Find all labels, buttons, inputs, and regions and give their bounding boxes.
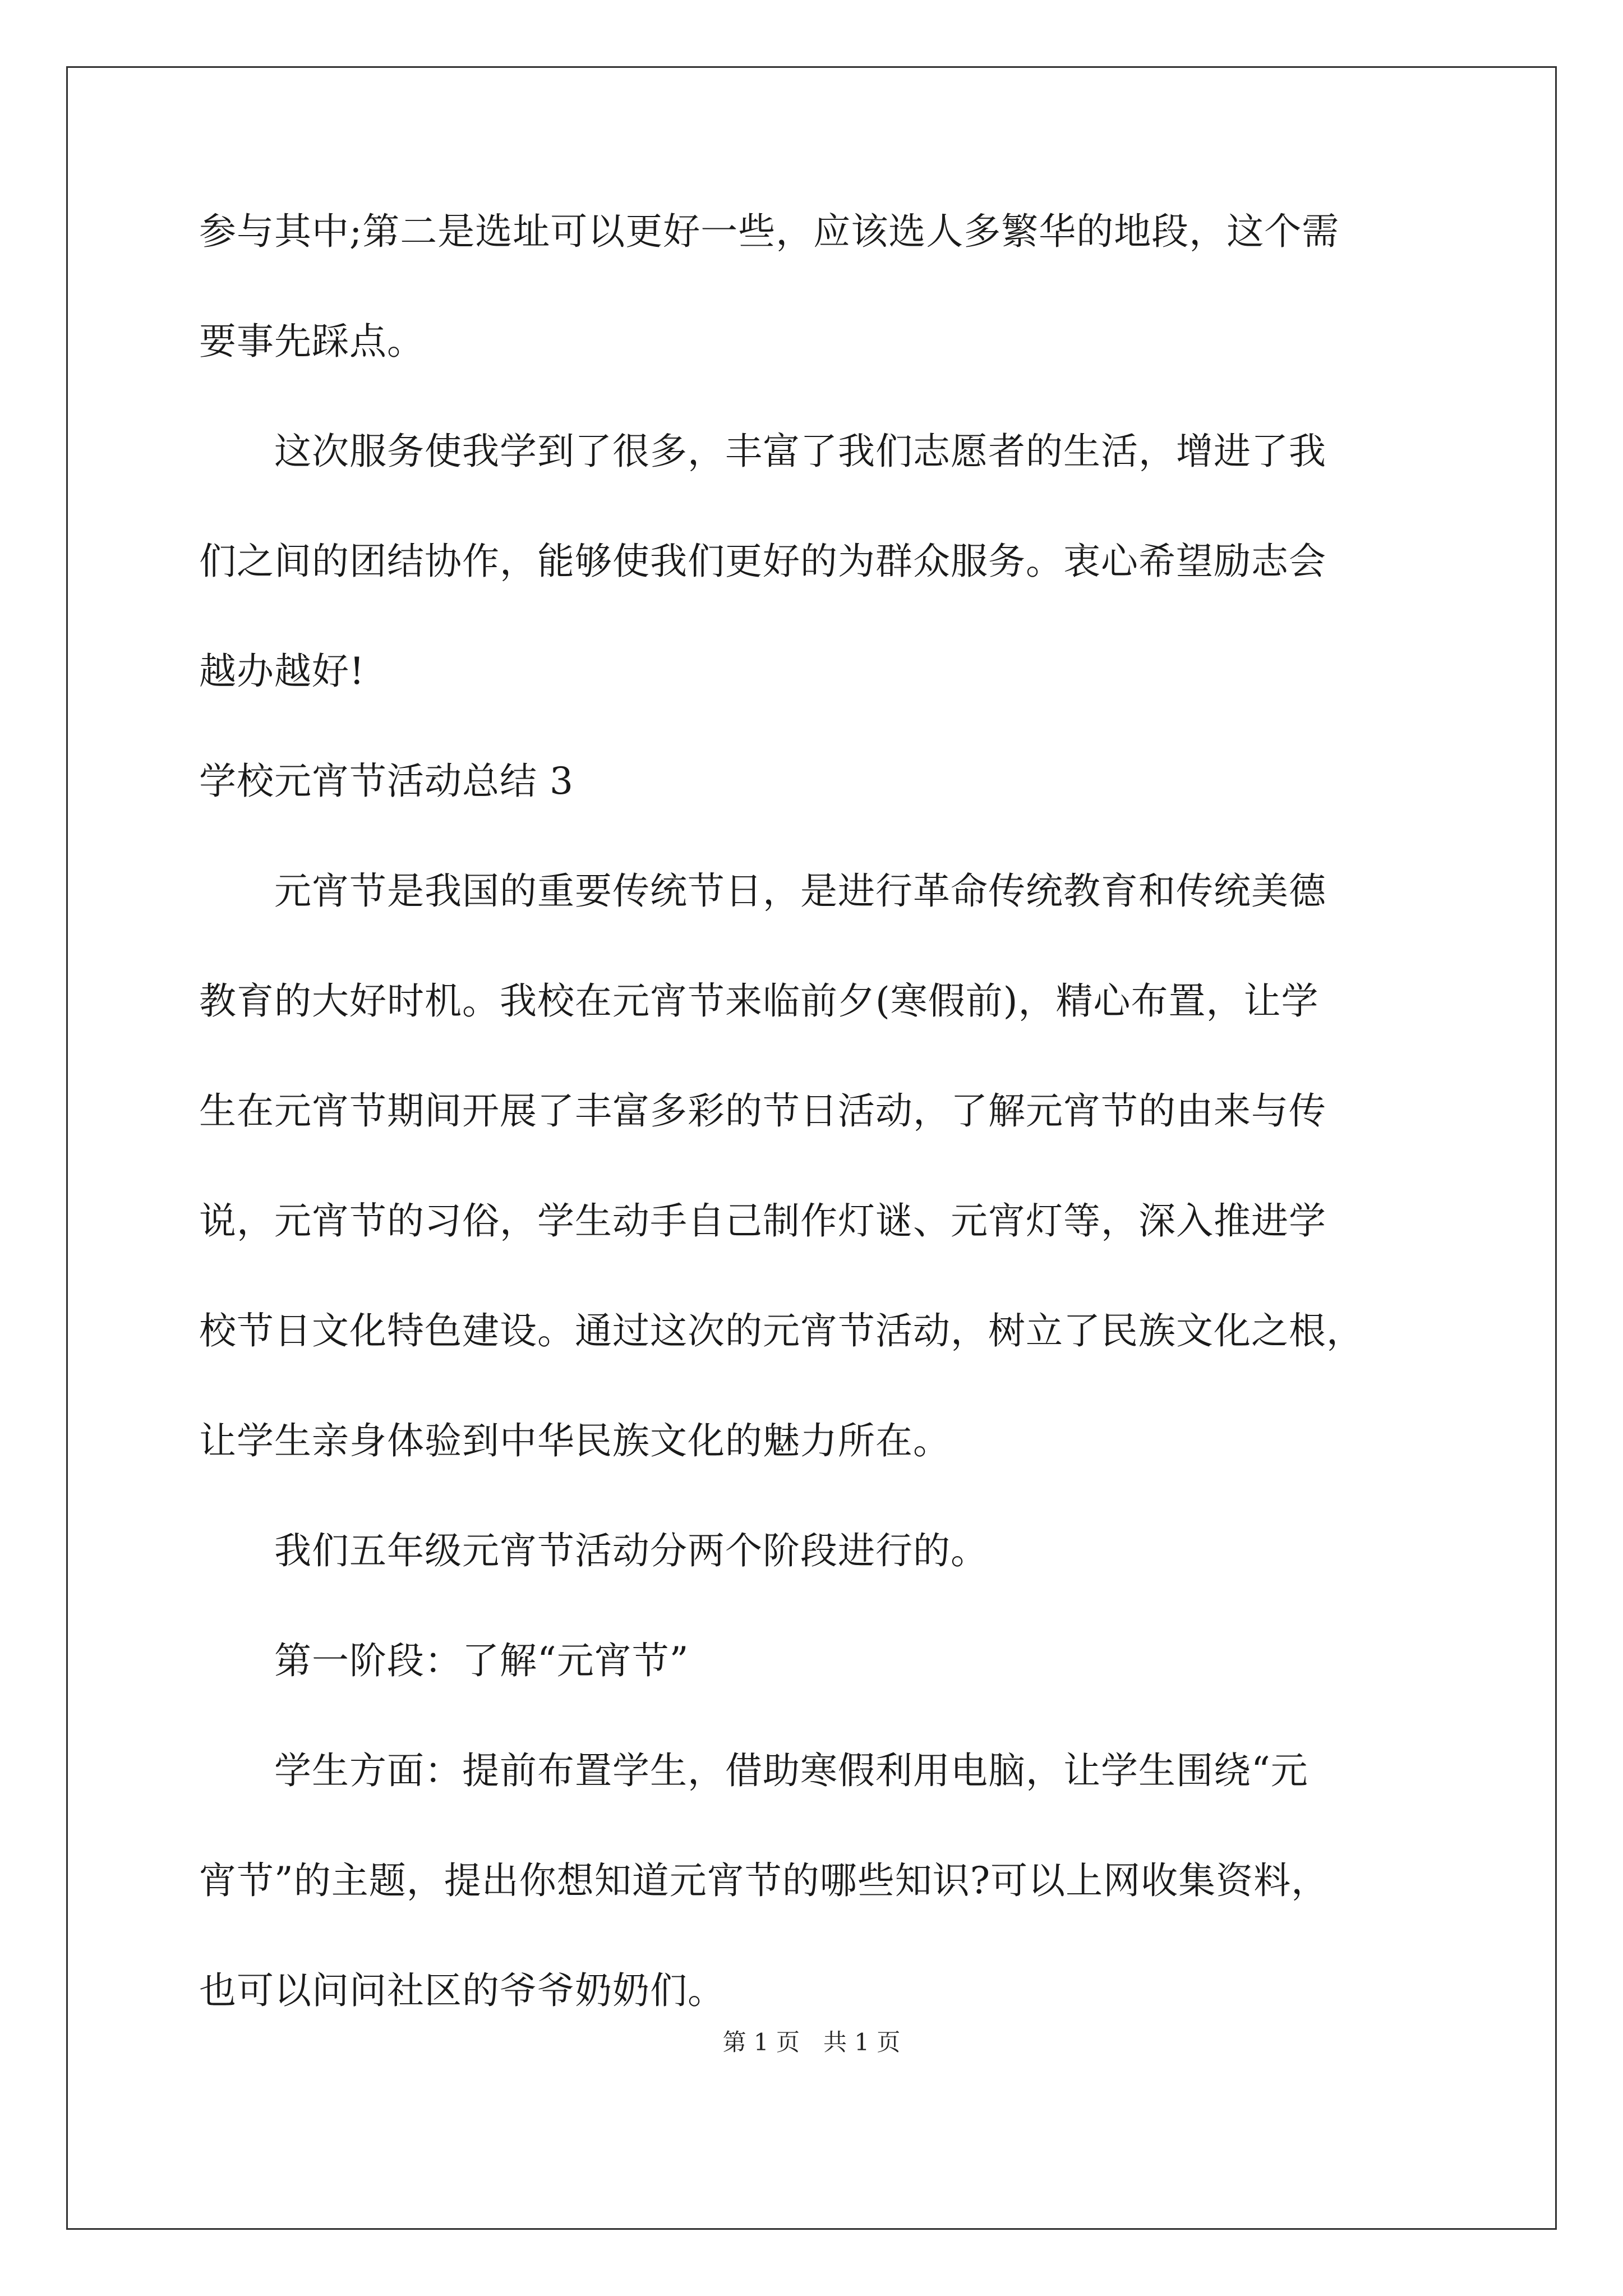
document-body bbox=[199, 210, 1438, 2012]
paragraph-start: 我们五年级元宵节活动分两个阶段进行的。 bbox=[199, 1529, 988, 1572]
text-line: 要事先踩点。 bbox=[199, 320, 425, 363]
paragraph-start: 学生方面：提前布置学生，借助寒假利用电脑，让学生围绕“元 bbox=[199, 1749, 1308, 1792]
page-number-footer: 第 1 页 共 1 页 bbox=[722, 2028, 901, 2056]
text-line: 们之间的团结协作，能够使我们更好的为群众服务。衷心希望励志会 bbox=[199, 540, 1326, 583]
text-line: 校节日文化特色建设。通过这次的元宵节活动，树立了民族文化之根， bbox=[199, 1309, 1364, 1352]
paragraph-start: 第一阶段：了解“元宵节” bbox=[199, 1639, 689, 1682]
text-line: 生在元宵节期间开展了丰富多彩的节日活动，了解元宵节的由来与传 bbox=[199, 1089, 1326, 1133]
section-heading: 学校元宵节活动总结 3 bbox=[199, 760, 574, 803]
text-line: 让学生亲身体验到中华民族文化的魅力所在。 bbox=[199, 1419, 951, 1462]
text-line: 参与其中;第二是选址可以更好一些，应该选人多繁华的地段，这个需 bbox=[199, 210, 1340, 253]
text-line: 越办越好! bbox=[199, 650, 365, 693]
text-line: 宵节”的主题，提出你想知道元宵节的哪些知识?可以上网收集资料， bbox=[199, 1859, 1329, 1902]
text-line: 说，元宵节的习俗，学生动手自己制作灯谜、元宵灯等，深入推进学 bbox=[199, 1199, 1326, 1243]
paragraph-start: 这次服务使我学到了很多，丰富了我们志愿者的生活，增进了我 bbox=[199, 430, 1326, 473]
paragraph-start: 元宵节是我国的重要传统节日，是进行革命传统教育和传统美德 bbox=[199, 869, 1326, 913]
text-line: 教育的大好时机。我校在元宵节来临前夕(寒假前)，精心布置，让学 bbox=[199, 979, 1319, 1023]
text-line: 也可以问问社区的爷爷奶奶们。 bbox=[199, 1969, 725, 2012]
